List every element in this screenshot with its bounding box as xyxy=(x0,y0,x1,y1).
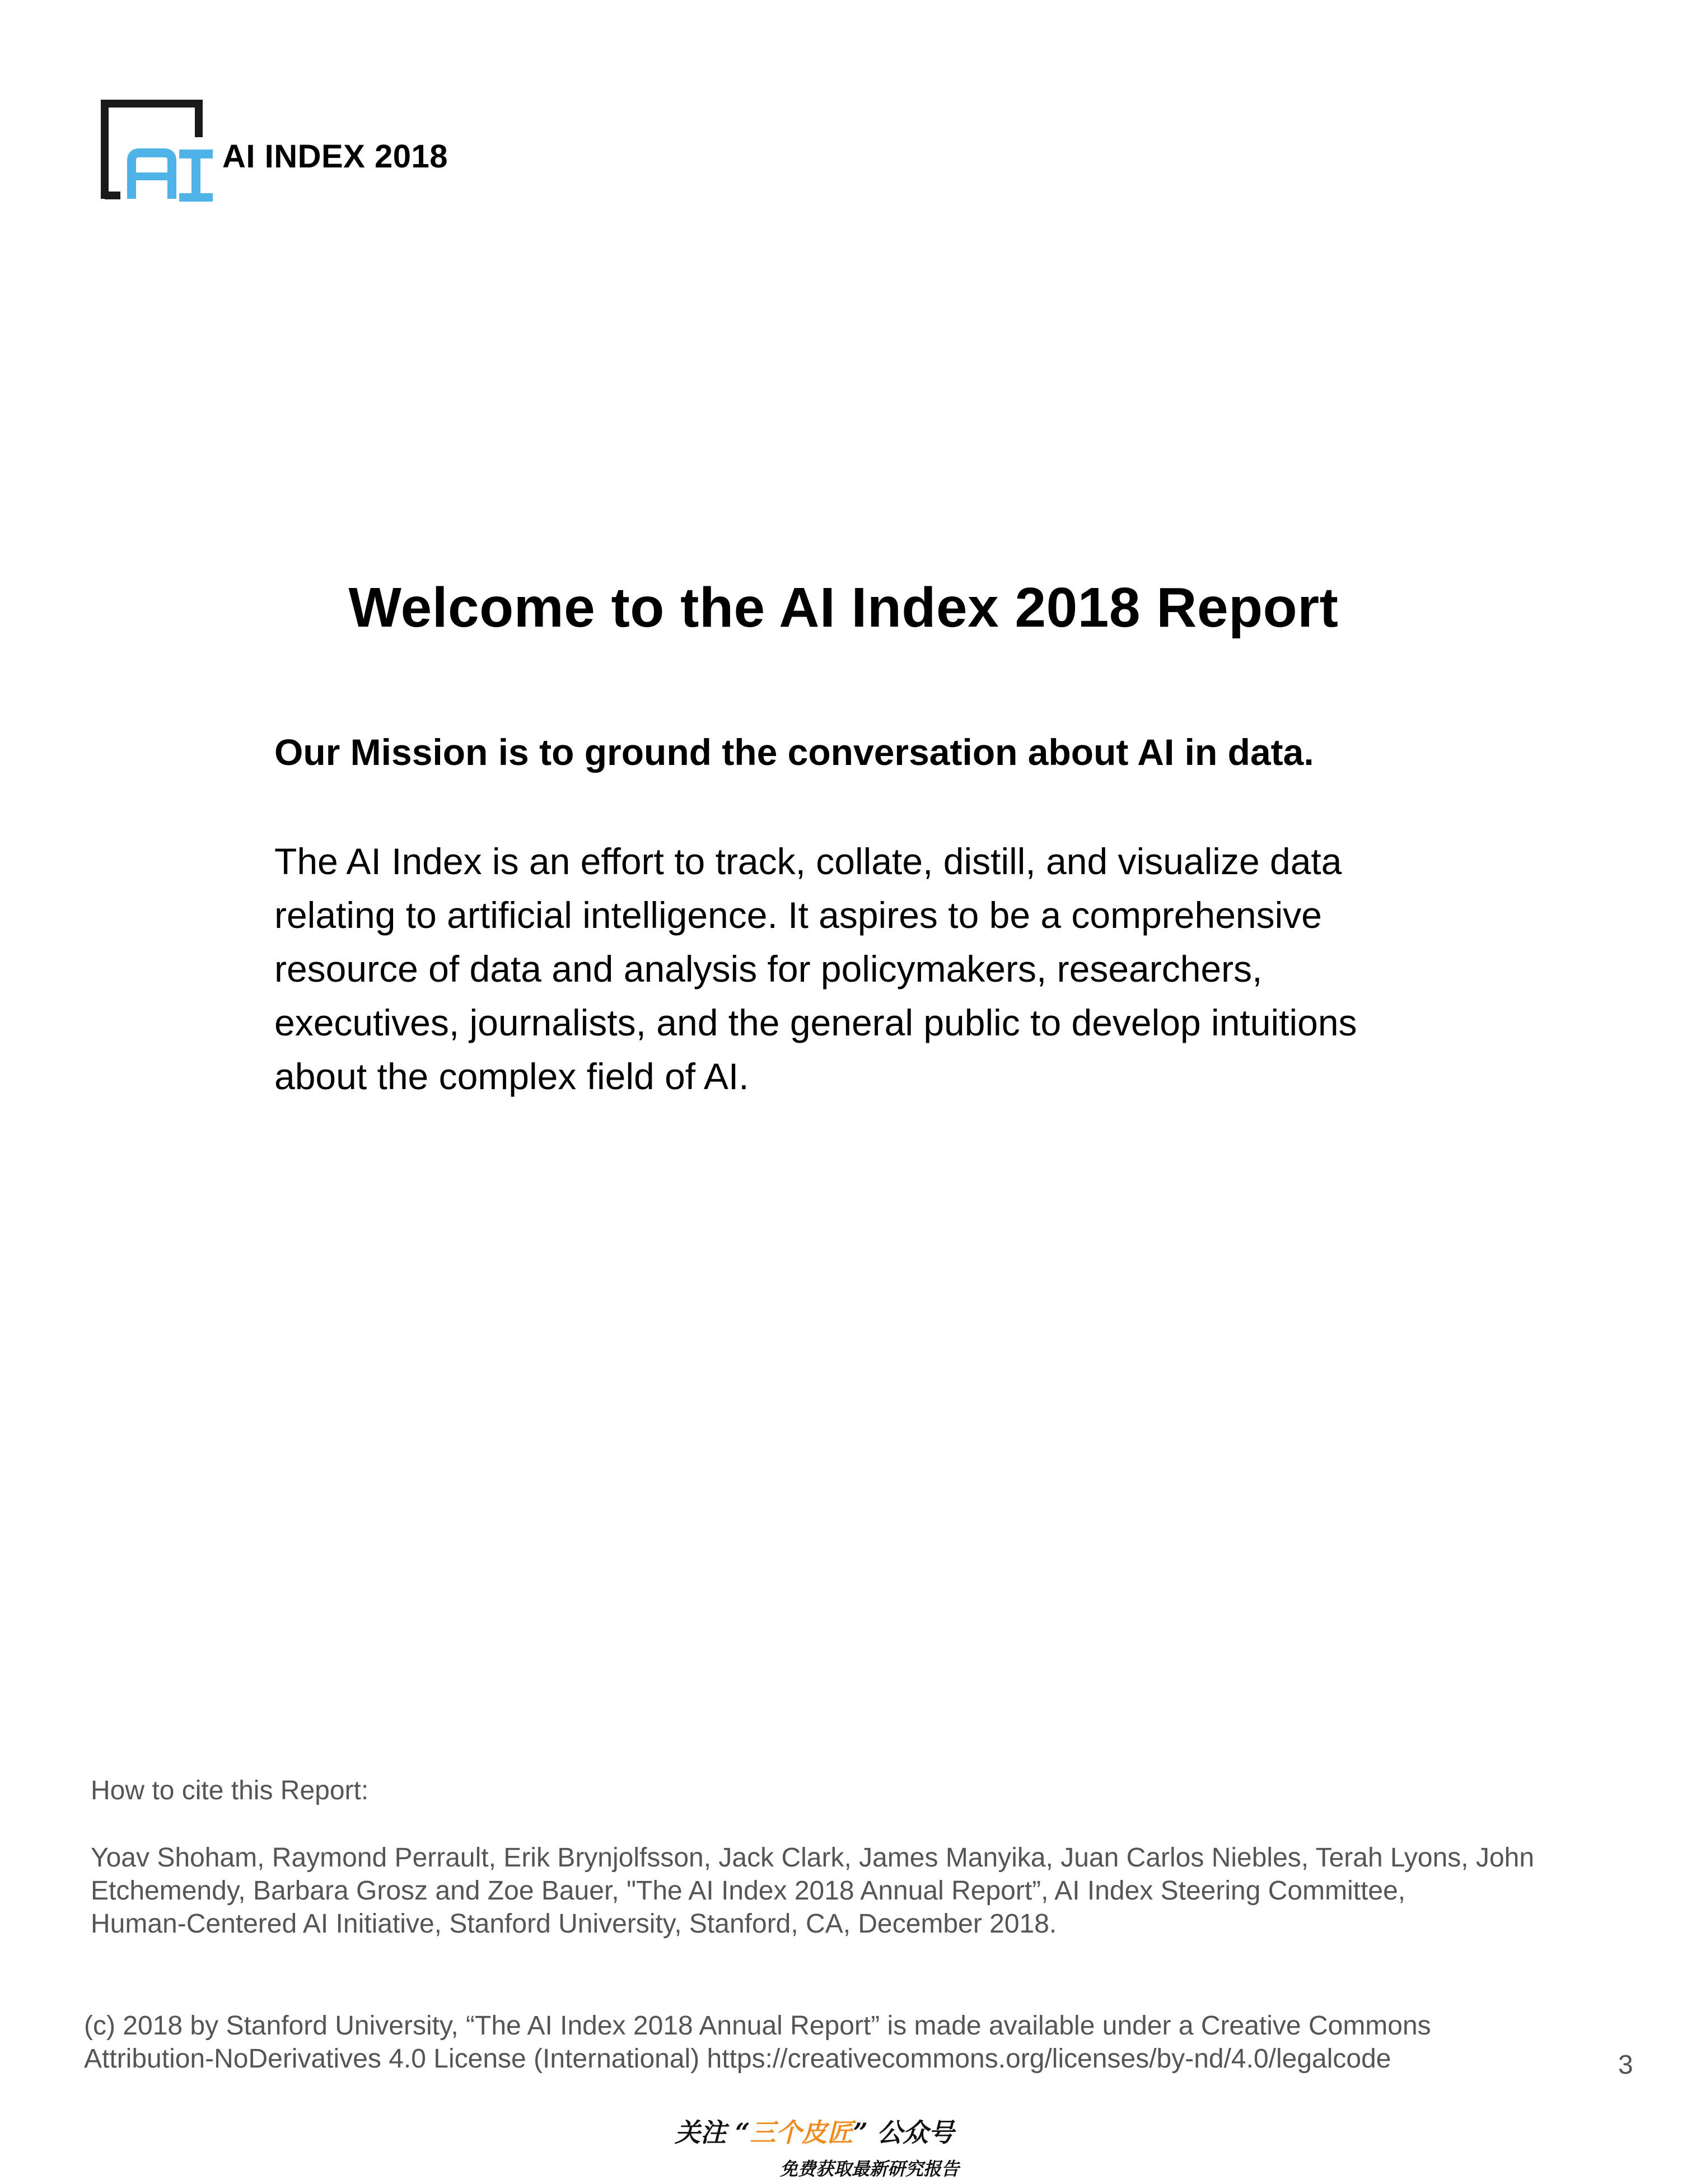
logo-icon xyxy=(98,98,218,202)
paragraph-line: about the complex field of AI. xyxy=(274,1056,749,1097)
watermark-subtitle: 免费获取最新研究报告 xyxy=(780,2158,960,2180)
header-title: AI INDEX 2018 xyxy=(222,138,448,175)
page-title: Welcome to the AI Index 2018 Report xyxy=(348,576,1339,639)
paragraph-line: relating to artificial intelligence. It aspires to be a comprehensive xyxy=(274,894,1322,936)
citation-heading: How to cite this Report: xyxy=(91,1776,369,1805)
license-notice xyxy=(84,2009,1431,2075)
watermark xyxy=(675,2112,954,2149)
watermark-highlight: 三个皮匠 xyxy=(750,2117,853,2148)
citation-line: Etchemendy, Barbara Grosz and Zoe Bauer, "The AI Index 2018 Annual Report”, AI Index Steering Committee, xyxy=(91,1876,1406,1906)
license-line: Attribution-NoDerivatives 4.0 License (International) https://creativecommons.org/licenses/by-nd/4.0/legalcode xyxy=(84,2044,1391,2074)
ai-index-logo xyxy=(98,98,218,202)
paragraph-line: The AI Index is an effort to track, collate, distill, and visualize data xyxy=(274,841,1342,882)
watermark-prefix: 关注 “ xyxy=(675,2117,750,2148)
page-number: 3 xyxy=(1618,2050,1633,2080)
citation-line: Yoav Shoham, Raymond Perrault, Erik Brynjolfsson, Jack Clark, James Manyika, Juan Carlos Niebles, Terah Lyons, John xyxy=(91,1843,1535,1873)
paragraph-line: resource of data and analysis for policymakers, researchers, xyxy=(274,948,1263,990)
mission-statement: Our Mission is to ground the conversation about AI in data. xyxy=(274,731,1314,773)
citation-text xyxy=(91,1841,1534,1940)
watermark-suffix: ” 公众号 xyxy=(853,2117,954,2148)
citation-line: Human-Centered AI Initiative, Stanford University, Stanford, CA, December 2018. xyxy=(91,1909,1057,1939)
intro-paragraph xyxy=(274,834,1478,1103)
paragraph-line: executives, journalists, and the general public to develop intuitions xyxy=(274,1002,1357,1043)
license-line: (c) 2018 by Stanford University, “The AI Index 2018 Annual Report” is made available under a Creative Commons xyxy=(84,2011,1431,2041)
